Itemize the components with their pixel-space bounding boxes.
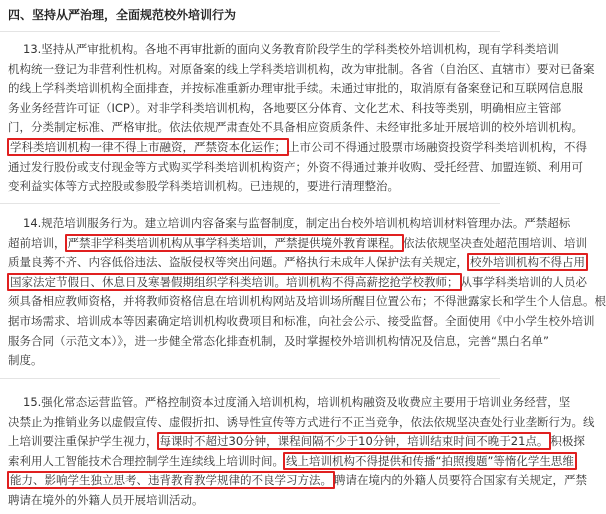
p13-line-8: 变利益实体等方式控股或参股学科类培训机构。已违规的，要进行清理整治。 — [8, 179, 399, 194]
p15-line-6: 聘请在境外的外籍人员开展培训活动。 — [8, 492, 204, 507]
p14-line-4 — [0, 273, 587, 293]
p13-line-7: 通过发行股份或支付现金等方式购买学科类培训机构资产；外资不得通过兼并收购、受托经营、加盟连锁、利用可 — [8, 159, 583, 174]
paragraph-15 — [0, 393, 595, 511]
top-divider — [0, 31, 500, 32]
section-title: 四、坚持从严治理，全面规范校外培训行为 — [8, 8, 237, 22]
highlight-box: 每课时不超过30分钟，课程间隔不少于10分钟，培训结束时间不晚于21点。 — [157, 432, 552, 450]
p14-line-3 — [0, 253, 585, 273]
highlight-box: 能力、影响学生独立思考、违背教育教学规律的不良学习方法。 — [7, 471, 335, 489]
p14-line-8: 制度。 — [8, 353, 43, 368]
paragraph-13 — [0, 40, 595, 197]
p14-line-7: 服务合同（示范文本）》，进一步健全常态化排查机制，及时掌握校外培训机构情况及信息，完善“黑白名单” — [8, 333, 549, 348]
highlight-box: 国家法定节假日、休息日及寒暑假期组织学科类培训。培训机构不得高薪挖抢学校教师； — [7, 273, 462, 291]
p14-line-2-pre: 超前培训， — [8, 235, 66, 250]
p14-line-1: 14.规范培训服务行为。建立培训内容备案与监督制度，制定出台校外培训机构培训材料管理办法。严禁超标 — [23, 216, 571, 230]
p15-line-3-pre: 上培训要注重保护学生视力， — [8, 434, 158, 449]
p15-line-2: 决禁止为推销业务以虚假宣传、虚假折扣、诱导性宣传等方式进行不正当竞争，依法依规坚决查处行业垄断行为。线 — [8, 414, 595, 429]
p15-line-3-rest: 积极探 — [550, 434, 585, 449]
p13-line-5: 门，分类制定标准、严格审批。依法依规严肃查处不具备相应资质条件、未经审批多址开展培训的校外培训机构。 — [8, 120, 583, 135]
p14-line-2 — [0, 234, 587, 254]
p14-line-5: 须具备相应教师资格，并将教师资格信息在培训机构网站及培训场所醒目位置公布；不得泄露家长和学生个人信息。根 — [8, 294, 606, 309]
p13-line-6-rest: 上市公司不得通过股票市场融资投资学科类培训机构，不得 — [288, 139, 587, 154]
highlight-box: 学科类培训机构一律不得上市融资，严禁资本化运作； — [7, 138, 289, 156]
highlight-box: 线上培训机构不得提供和传播“拍照搜题”等惰化学生思维 — [283, 452, 577, 470]
p15-line-1: 15.强化常态运营监管。严格控制资本过度涌入培训机构，培训机构融资及收费应主要用于培训业务经营，坚 — [23, 395, 571, 409]
p13-line-2: 机构统一登记为非营利性机构。对原备案的线上学科类培训机构，改为审批制。各省（自治区、直辖市）要对已备案 — [8, 61, 595, 76]
p14-line-2-rest: 依法依规坚决查处超范围培训、培训 — [403, 235, 587, 250]
p15-line-4-pre: 索利用人工智能技术合理控制学生连续线上培训时间。 — [8, 453, 284, 468]
p15-line-5-rest: 聘请在境内的外籍人员要符合国家有关规定，严禁 — [334, 473, 587, 488]
p13-line-1: 13.坚持从严审批机构。各地不再审批新的面向义务教育阶段学生的学科类校外培训机构，现有学科类培训 — [23, 42, 559, 56]
divider-3 — [0, 378, 500, 379]
highlight-box: 严禁非学科类培训机构从事学科类培训，严禁提供境外教育课程。 — [65, 234, 405, 252]
p15-line-4 — [0, 452, 574, 472]
p15-line-3 — [0, 432, 585, 452]
paragraph-14 — [0, 214, 606, 371]
p13-line-6 — [0, 138, 587, 158]
p14-line-4-rest: 从事学科类培训的人员必 — [460, 274, 587, 289]
highlight-box: 校外培训机构不得占用 — [467, 253, 588, 271]
p13-line-3: 的线上学科类培训机构全面排查，并按标准重新办理审批手续。未通过审批的，取消原有备案登记和互联网信息服 — [8, 81, 583, 96]
p15-line-5 — [0, 471, 587, 491]
p14-line-6: 据市场需求、培训成本等因素确定培训机构收费项目和标准，向社会公示、接受监督。全面使用《中小学生校外培训 — [8, 313, 595, 328]
p13-line-4: 务业务经营许可证（ICP）。对非学科类培训机构，各地要区分体育、文化艺术、科技等类别，明确相应主管部 — [8, 100, 562, 115]
p14-line-3-pre: 质量良莠不齐、内容低俗违法、盗版侵权等突出问题。严格执行未成年人保护法有关规定， — [8, 255, 468, 270]
divider-2 — [0, 203, 500, 204]
